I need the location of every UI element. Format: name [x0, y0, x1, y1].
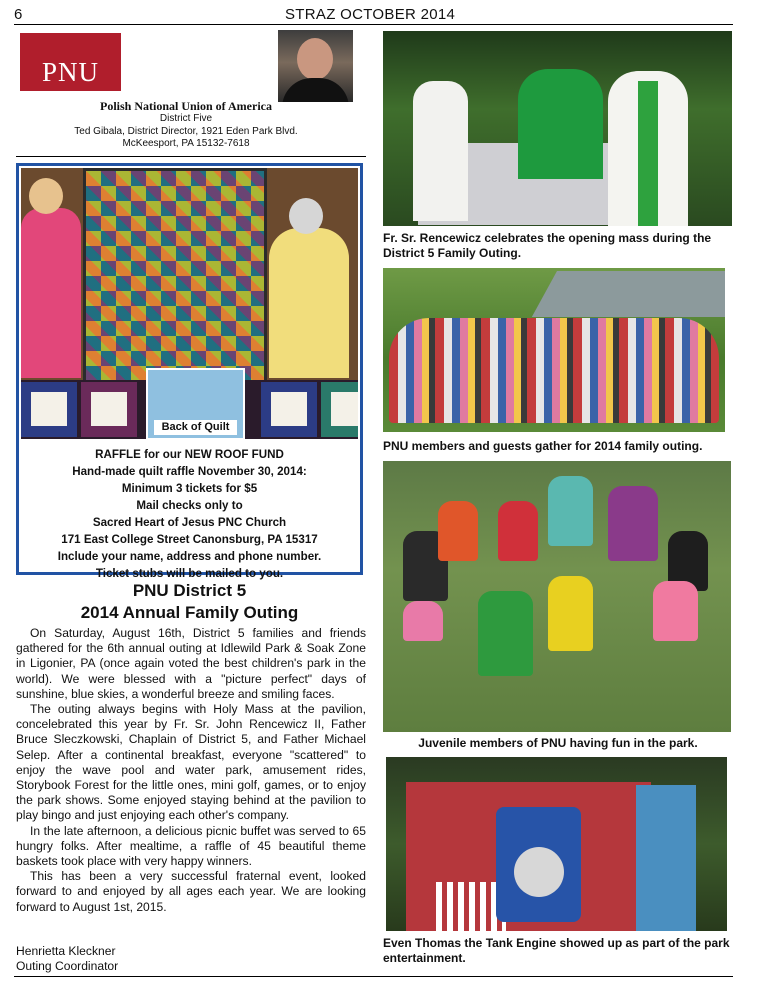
headline-line-1: PNU District 5	[132, 581, 247, 600]
raffle-line: Minimum 3 tickets for $5	[121, 482, 258, 495]
director-portrait	[278, 30, 353, 102]
thomas-caption: Even Thomas the Tank Engine showed up as part of the park entertainment.	[383, 936, 730, 965]
signature-name: Henrietta Kleckner	[16, 944, 116, 958]
article-paragraph: In the late afternoon, a delicious picnic buffet was served to 65 hungry folks. After mealtime, a raffle of 45 beautiful theme baskets took place with very happy winners.	[16, 823, 366, 869]
quilt	[83, 168, 267, 386]
article-headline	[16, 580, 363, 624]
raffle-line: Mail checks only to	[136, 499, 243, 512]
director-line: Ted Gibala, District Director, 1921 Eden Park Blvd.	[74, 125, 298, 137]
raffle-text	[19, 446, 360, 582]
page-number: 6	[14, 6, 23, 23]
mass-caption: Fr. Sr. Rencewicz celebrates the opening mass during the District 5 Family Outing.	[383, 231, 712, 260]
raffle-line: Include your name, address and phone number.	[57, 550, 322, 563]
woman-right	[269, 228, 349, 378]
group-caption: PNU members and guests gather for 2014 family outing.	[383, 439, 703, 453]
masthead-rule	[16, 156, 366, 157]
back-of-quilt-label: Back of Quilt	[154, 420, 237, 435]
article-paragraph: This has been a very successful fraternal event, looked forward to and enjoyed by all ages each year. We are looking forward to August 1st, 2015.	[16, 869, 366, 914]
quilt-photo	[21, 168, 358, 439]
raffle-line: RAFFLE for our NEW ROOF FUND	[95, 448, 284, 461]
footer-rule	[14, 976, 733, 977]
pnu-logo	[20, 33, 121, 91]
signature	[16, 944, 118, 974]
raffle-line: Hand-made quilt raffle November 30, 2014:	[72, 465, 307, 478]
raffle-line: Ticket stubs will be mailed to you.	[95, 567, 284, 580]
article-paragraph: On Saturday, August 16th, District 5 families and friends gathered for the 6th annual outing at Idlewild Park & Soak Zone in Ligonier, PA (once again voted the best children's park in the world). We were blessed with a "picture perfect" days of sunshine, blue skies, a wonderful breeze and smiling faces.	[16, 626, 366, 701]
article-paragraph: The outing always begins with Holy Mass at the pavilion, concelebrated this year by Fr. Sr. John Rencewicz II, Father Bruce Sleczkowski, Chaplain of District 5, and Father Michael Selep. After a continental breakfast, everyone "scattered" to enjoy the wave pool and water park, amusement rides, Storybook Forest for the little ones, mini golf, games, or to enjoy the park shows. Some enjoyed staying behind at the pavilion to play bingo and just enjoying each other's company.	[16, 702, 366, 823]
raffle-line: Sacred Heart of Jesus PNC Church	[92, 516, 287, 529]
raffle-box	[16, 163, 363, 580]
group-photo	[383, 268, 725, 432]
logo-text: PNU	[41, 57, 99, 87]
org-name: Polish National Union of America	[99, 99, 272, 113]
signature-title: Outing Coordinator	[16, 959, 119, 974]
back-of-quilt-inset	[146, 368, 245, 439]
masthead-address	[20, 113, 352, 151]
mass-photo	[383, 31, 732, 226]
woman-left	[21, 208, 81, 378]
thomas-photo	[386, 757, 727, 931]
kids-caption: Juvenile members of PNU having fun in the park.	[418, 736, 698, 750]
kids-photo	[383, 461, 731, 732]
running-head: STRAZ OCTOBER 2014	[285, 6, 456, 23]
header-rule	[14, 24, 733, 25]
article-body	[16, 626, 366, 915]
district-line: District Five	[159, 113, 213, 124]
headline-line-2: 2014 Annual Family Outing	[80, 603, 299, 622]
city-line: McKeesport, PA 15132-7618	[122, 138, 250, 149]
raffle-line: 171 East College Street Canonsburg, PA 15317	[61, 533, 318, 546]
